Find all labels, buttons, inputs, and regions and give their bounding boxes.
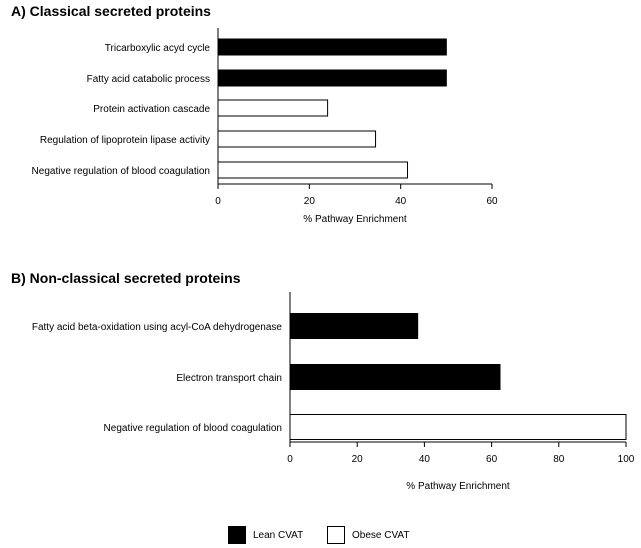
legend-swatch-lean (228, 526, 246, 544)
chart-a-category-label-5: Negative regulation of blood coagulation (31, 166, 210, 177)
chart-b-x-axis-label: % Pathway Enrichment (406, 481, 510, 492)
legend-item-obese (327, 526, 409, 544)
chart-b-x-tick-label-1: 0 (287, 454, 293, 465)
chart-a-category-label-4: Regulation of lipoprotein lipase activity (39, 135, 210, 146)
chart-b-category-label-1: Fatty acid beta-oxidation using acyl-CoA dehydrogenase (31, 322, 282, 333)
chart-a-x-tick-label-2: 20 (303, 196, 315, 207)
chart-b-x-tick-label-4: 60 (486, 454, 498, 465)
chart-a-x-tick-label-1: 0 (215, 196, 221, 207)
chart-a-bar-1 (218, 39, 446, 55)
chart-b-x-tick-label-5: 80 (553, 454, 565, 465)
legend-item-lean (228, 526, 303, 544)
chart-b-x-tick-label-3: 40 (418, 454, 430, 465)
chart-a-category-label-2: Fatty acid catabolic process (86, 74, 210, 85)
chart-a-bar-5 (218, 162, 408, 178)
chart-a-x-tick-label-4: 60 (486, 196, 498, 207)
chart-a-x-tick-label-3: 40 (395, 196, 407, 207)
chart-a-bar-3 (218, 100, 328, 116)
chart-a-category-label-1: Tricarboxylic acyd cycle (104, 43, 210, 54)
chart-b-title: B) Non-classical secreted proteins (11, 270, 241, 286)
chart-b-x-tick-label-2: 20 (351, 454, 363, 465)
chart-a-bar-2 (218, 70, 446, 86)
chart-a-title: A) Classical secreted proteins (11, 3, 211, 19)
chart-b-bar-1 (290, 314, 418, 339)
chart-a-x-axis-label: % Pathway Enrichment (303, 214, 407, 225)
chart-b-bar-3 (290, 415, 626, 440)
legend-swatch-obese (327, 526, 345, 544)
chart-a-bar-4 (218, 131, 376, 147)
legend-label-obese: Obese CVAT (352, 529, 410, 541)
chart-a-category-label-3: Protein activation cascade (93, 104, 210, 115)
legend-label-lean: Lean CVAT (253, 529, 304, 541)
chart-b-x-tick-label-6: 100 (617, 454, 635, 465)
chart-b-category-label-2: Electron transport chain (176, 373, 282, 384)
chart-b-category-label-3: Negative regulation of blood coagulation (103, 423, 282, 434)
chart-b-bar-2 (290, 365, 500, 390)
